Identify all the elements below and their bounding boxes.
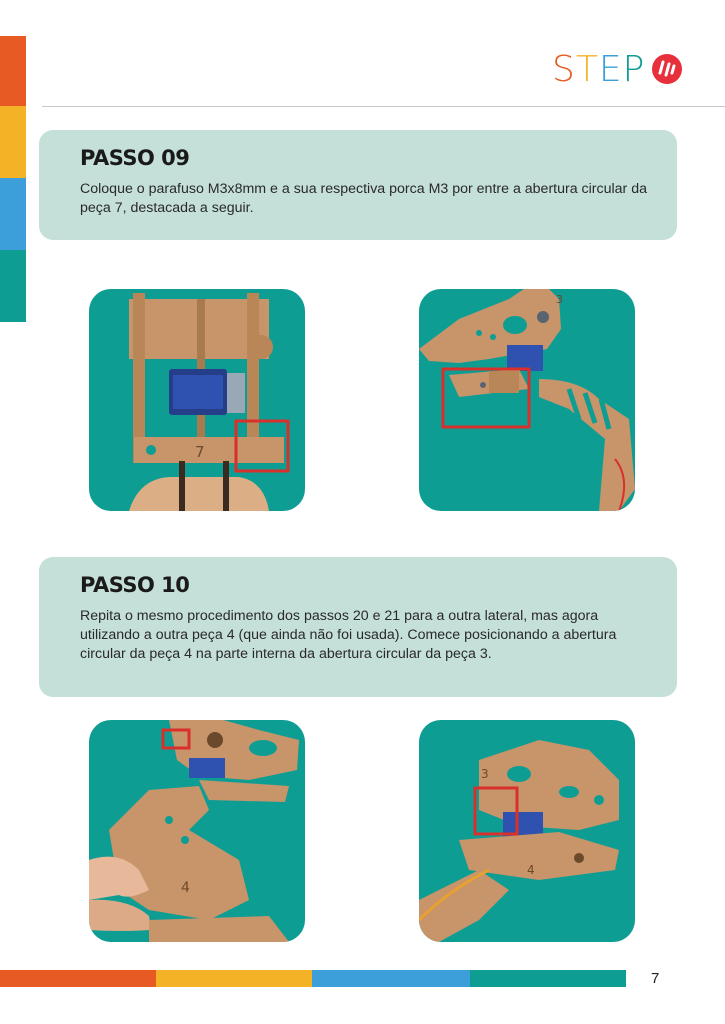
step-logo (552, 48, 684, 92)
footer-bar-teal (470, 970, 626, 987)
left-bar-teal (0, 250, 26, 322)
step-card-10 (39, 557, 677, 697)
footer-bar-blue (312, 970, 470, 987)
step-10-photo-2 (419, 720, 635, 942)
logo-wordmark: STEP (552, 49, 646, 90)
footer-bar-orange (0, 970, 156, 987)
footer-bar-yellow (156, 970, 312, 987)
step-instructions: Coloque o parafuso M3x8mm e a sua respectiva porca M3 por entre a abertura circular da peça 7, destacada a seguir. (80, 181, 648, 216)
left-bar-blue (0, 178, 26, 250)
step-09-photo-1 (89, 289, 305, 511)
step-09-photo-2 (419, 289, 635, 511)
svg-text:4: 4 (527, 863, 535, 877)
step-card-09 (39, 130, 677, 240)
piece-label: 3 (481, 767, 489, 781)
left-bar-yellow (0, 106, 26, 178)
piece-label: 4 (181, 880, 190, 896)
step-title: PASSO 09 (80, 146, 190, 170)
piece-label: 3 (556, 293, 563, 306)
step-instructions: Repita o mesmo procedimento dos passos 20 e 21 para a outra lateral, mas agora utilizando a outra peça 4 (que ainda não foi usada). Comece posicionando a abertura circular da peça 4 na parte interna da abertura circular da peça 3. (80, 608, 617, 662)
logo-wifi-icon (650, 52, 684, 86)
step-title: PASSO 10 (80, 573, 190, 597)
piece-label: 7 (195, 443, 205, 461)
step-10-photo-1 (89, 720, 305, 942)
header-divider (42, 106, 725, 107)
left-bar-orange (0, 36, 26, 106)
page-number: 7 (651, 970, 660, 987)
